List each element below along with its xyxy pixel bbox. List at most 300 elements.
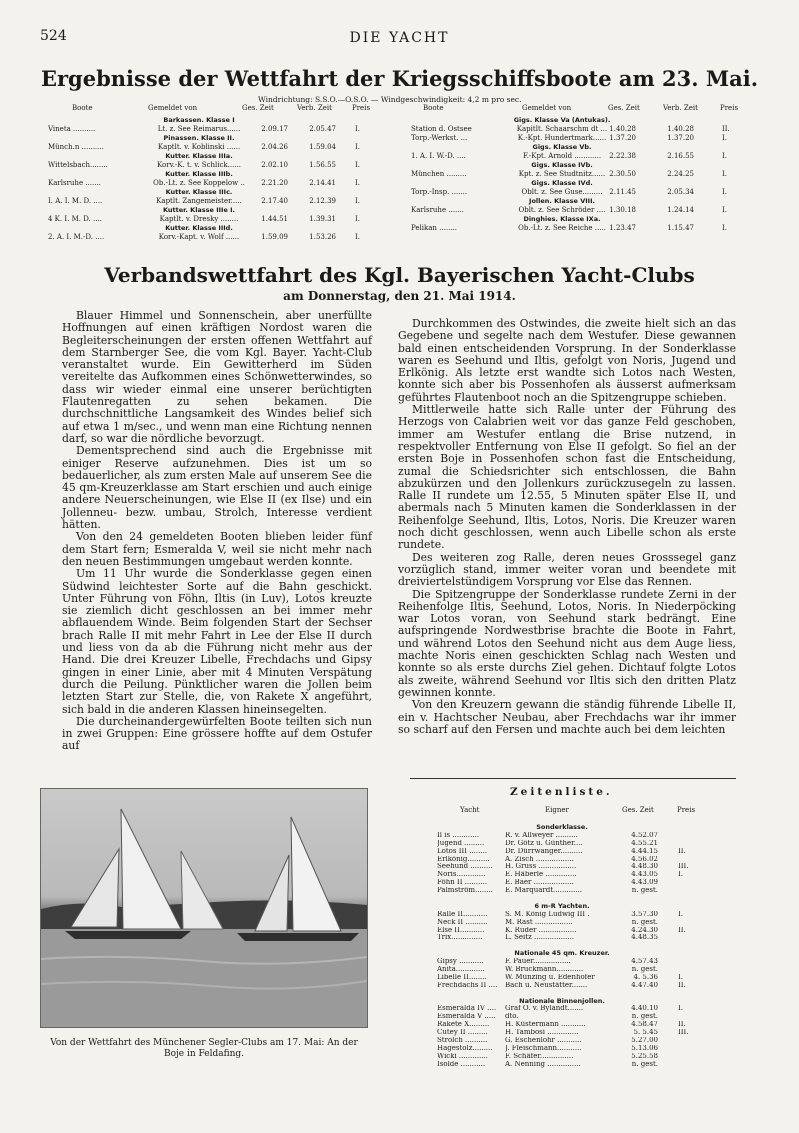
table-cell (602, 161, 636, 170)
table-cell (624, 942, 658, 950)
article-paragraph: Von den 24 gemeldeten Booten blieben leider fünf dem Start fern; Esmeralda V, weil sie nicht mehr nach den neuen Bestimmungen umgebaut werden konnte. (62, 530, 372, 568)
table-cell (678, 958, 694, 966)
photo-caption: Von der Wettfahrt des Münchener Segler-Clubs am 17. Mai: An der Boje in Feldafing. (50, 1038, 358, 1059)
article-paragraph: Dementsprechend sind auch die Ergebnisse mit einiger Reserve aufzunehmen. Dies ist um so bedauerlicher, als zum ersten Male auf unserem See die 45 qm-Kreuzerklasse am Start erschien und auch einige andere Neuerscheinungen, wie Else II (ex Ilse) und ein Jollenneu- bezw. umbau, Strolch, Interesse verdient hätten. (62, 444, 372, 532)
table-cell: 2.30.50 (609, 170, 636, 178)
table-cell: Isolde ........... (437, 1060, 486, 1068)
table-cell: III. (678, 863, 689, 871)
table-cell: 5. 5.45 (633, 1029, 658, 1037)
table-cell (258, 170, 288, 179)
table-cell: Palmström........ (437, 887, 493, 895)
table-cell: Lt. z. See Reimarus...... (157, 125, 241, 133)
table-cell: H. Küstermann ........... (505, 1021, 586, 1029)
table-cell: I. (678, 1005, 683, 1013)
table-cell: 1.59.04 (309, 143, 336, 151)
zeitenliste-header-owner: Eigner (545, 806, 569, 814)
table-cell (678, 950, 694, 958)
table-cell: K.-Kpt. Hundertmark...... (517, 134, 607, 142)
table-cell: Frechdachs II .... (437, 981, 498, 989)
table-cell: R. v. Allweyer .......... (505, 831, 578, 839)
table-cell: I. (355, 143, 360, 151)
table-cell: S. M. König Ludwig III . (505, 910, 590, 918)
table-cell (48, 116, 120, 125)
table-cell (678, 998, 694, 1006)
table-cell: H. Gruss ................. (505, 863, 577, 871)
table-cell: 4.55.21 (631, 839, 658, 847)
table-cell: 5.25.58 (631, 1052, 658, 1060)
table-cell (678, 895, 694, 903)
table-cell (355, 116, 365, 125)
table-cell: I. (355, 161, 360, 169)
results-title: Ergebnisse der Wettfahrt der Kriegsschiffsboote am 23. Mai. (40, 66, 759, 91)
table-cell (678, 966, 694, 974)
table-cell (300, 170, 336, 179)
table-cell: Gigs. Klasse Va (Antukas). (513, 116, 611, 124)
table-cell (624, 903, 658, 911)
article-paragraph: Die Spitzengruppe der Sonderklasse rundete Zerni in der Reihenfolge Iltis, Seehund, Lotos, Noris. In Niederpöcking war Lotos voran, von Seehund stark bedrängt. Eine aufspringende Nordwestbrise brachte die Boote in Fahrt, und während Lotos den Seehund nicht aus dem Auge liess, machte Noris einen geschickten Schlag nach Westen und konnte so als erste durchs Ziel gehen. Dichtauf folgte Lotos als zweite, während Seehund vor Iltis sich den dritten Platz gewinnen konnte. (398, 587, 736, 699)
table-cell: G. Eschenlohr ........... (505, 1037, 582, 1045)
table-cell: 2.09.17 (261, 125, 288, 133)
table-cell: E. Baer .................. (505, 879, 574, 887)
table-cell: 1.23.47 (609, 224, 636, 232)
table-cell: 1.24.14 (667, 206, 694, 214)
table-cell (48, 134, 120, 143)
table-cell: 4.47.40 (631, 981, 658, 989)
table-cell: I. (722, 188, 727, 196)
table-cell: 2.16.55 (667, 152, 694, 160)
table-cell: 4. 5.36 (633, 973, 658, 981)
table-cell: n. gest. (631, 966, 658, 974)
table-cell: Kutter. Klasse IIIb. (165, 170, 233, 178)
table-cell: Kapitlt. Schaarschm dt ... (516, 125, 608, 133)
table-cell: Kpt. z. See Studtnitz...... (518, 170, 606, 178)
table-cell (437, 942, 509, 950)
article-subtitle: am Donnerstag, den 21. Mai 1914. (283, 289, 516, 303)
table-cell: Kutter. Klasse IIIe I. (162, 206, 236, 214)
table-cell (660, 143, 694, 152)
results-table (0, 104, 799, 241)
table-cell (722, 116, 736, 125)
table-cell: M. Rast ................. (505, 918, 573, 926)
table-cell (300, 152, 336, 161)
table-cell: 1.37.20 (609, 134, 636, 142)
running-head: DIE YACHT (349, 30, 450, 46)
table-cell: I. (355, 125, 360, 133)
table-cell (355, 188, 365, 197)
table-cell: J. Fleischmann........... (505, 1044, 582, 1052)
table-cell: 4.48.35 (631, 934, 658, 942)
table-cell (678, 832, 694, 840)
table-cell: 5.13.06 (631, 1044, 658, 1052)
zeitenliste-header-yacht: Yacht (460, 806, 480, 814)
table-cell (437, 950, 509, 958)
table-cell: I. (355, 215, 360, 223)
table-cell (355, 170, 365, 179)
table-cell: Wittelsbach........ (48, 161, 108, 169)
table-cell (624, 998, 658, 1006)
table-cell: Ralle II........... (437, 910, 488, 918)
table-cell (602, 116, 636, 125)
table-cell: 3.57.30 (631, 910, 658, 918)
results-header-entered: Gemeldet von (148, 104, 198, 112)
results-right-prize (722, 116, 736, 233)
table-cell: Oblt. z. See Guse......... (521, 188, 603, 196)
table-cell: 1.15.47 (667, 224, 694, 232)
table-cell (602, 179, 636, 188)
results-left-total (258, 116, 288, 242)
table-cell: Ob.-Lt. z. See Koppelow .. (153, 179, 245, 187)
table-cell (602, 197, 636, 206)
table-cell: Strolch .......... (437, 1037, 488, 1045)
table-cell: Esmeralda IV .... (437, 1005, 497, 1013)
table-cell: Neck II .......... (437, 918, 488, 926)
table-cell (678, 840, 694, 848)
article-paragraph: Mittlerweile hatte sich Ralle unter der Führung des Herzogs von Calabrien weit vor das ganze Feld geschoben, immer am Westufer entlang die Brise nutzend, in respektvoller Entfernung von Else II gefolgt. So fiel an der ersten Boje in Possenhofen schon fast die Entscheidung, zumal die Schiedsrichter sich entschlossen, die Bahn abzukürzen und den Jollenkurs zurückzusegeln zu lassen. Ralle II rundete um 12.55, 5 Minuten später Else II, und abermals nach 5 Minuten kamen die Sonderklassen in der Reihenfolge Seehund, Iltis, Lotos, Noris. Die Kreuzer waren noch dicht geschlossen, wenn auch Libelle schon als erste rundete. (398, 403, 736, 552)
article-right-column (398, 318, 736, 736)
table-cell: 1.39.31 (309, 215, 336, 223)
table-cell: H. Tambosi .............. (505, 1029, 579, 1037)
table-cell: 5.27.00 (631, 1037, 658, 1045)
table-cell: 2. A. I. M.-D. .... (48, 233, 105, 241)
table-cell: I. (678, 871, 683, 879)
table-cell (678, 903, 694, 911)
table-cell: 2.12.39 (309, 197, 336, 205)
article-paragraph: Blauer Himmel und Sonnenschein, aber unerfüllte Hoffnungen auf einen kräftigen Nordost waren die Begleiterscheinungen der ersten offenen Wettfahrt auf dem Starnberger See, die vom Kgl. Bayer. Yacht-Club veranstaltet wurde. Ein Gewitterherd im Süden vereitelte das Aufkommen eines Schönwetterwindes, so dass wir wieder einmal eine unserer berüchtigten Flautenregatten zu sehen bekamen. Die durchschnittliche Langsamkeit des Windes belief sich auf etwa 1 m/sec., und wenn man eine Richtung nennen darf, so war die nördliche bevorzugt. (62, 309, 372, 445)
table-cell: Jugend ......... (437, 839, 485, 847)
table-cell: I. (722, 152, 727, 160)
table-cell: 1.40.28 (667, 125, 694, 133)
zeitenliste-title: Zeitenliste. (510, 786, 613, 798)
table-cell (48, 188, 120, 197)
table-cell (678, 1061, 694, 1069)
table-cell: 2.05.47 (309, 125, 336, 133)
table-cell: F. Pauer................. (505, 958, 571, 966)
table-cell (505, 942, 619, 950)
table-cell: 2.22.38 (609, 152, 636, 160)
table-cell: 6 m-R Yachten. (534, 902, 590, 910)
table-cell (624, 990, 658, 998)
table-cell: Karlsruhe ....... (48, 179, 101, 187)
table-cell: Kaptlt. v. Dresky ........ (159, 215, 239, 223)
results-header-total: Ges. Zeit (242, 104, 274, 112)
table-cell: München ......... (411, 170, 467, 178)
table-cell (48, 170, 120, 179)
table-cell: n. gest. (631, 1060, 658, 1068)
results-header-boats: Boote (72, 104, 93, 112)
table-cell (722, 179, 736, 188)
results-left-entered (124, 116, 274, 242)
table-cell: 2.11.45 (609, 188, 636, 196)
results-left-boats (48, 116, 120, 242)
table-cell: Kutter. Klasse IIId. (165, 224, 233, 232)
results-header-prize: Preis (352, 104, 371, 112)
table-cell: I. (678, 910, 683, 918)
table-cell: W. Bruckmann............ (505, 966, 584, 974)
table-cell: Vineta .......... (48, 125, 96, 133)
table-cell (678, 942, 694, 950)
table-cell: Kutter. Klasse IIIa. (165, 152, 233, 160)
table-cell (678, 919, 694, 927)
table-cell (678, 879, 694, 887)
table-cell: 1.37.20 (667, 134, 694, 142)
table-cell: 2.04.26 (261, 143, 288, 151)
zeitenliste-owner-column (505, 824, 619, 1069)
table-cell (624, 950, 658, 958)
table-cell: 2.17.40 (261, 197, 288, 205)
table-cell: Esmeralda V ..... (437, 1013, 496, 1021)
table-cell: F. Schäfer............... (505, 1052, 574, 1060)
table-cell (300, 188, 336, 197)
table-cell: L. Seitz .................. (505, 934, 575, 942)
table-cell (678, 1013, 694, 1021)
table-cell: Torp.-Insp. ....... (411, 188, 468, 196)
results-header-total-right: Ges. Zeit (608, 104, 640, 112)
table-cell (300, 134, 336, 143)
table-cell: Rakete X......... (437, 1021, 490, 1029)
table-cell: A. Zisch ................. (505, 855, 574, 863)
table-cell (437, 990, 509, 998)
table-cell: 1.56.55 (309, 161, 336, 169)
table-cell: II. (722, 125, 730, 133)
table-cell: n. gest. (631, 1013, 658, 1021)
table-cell: 2.14.41 (309, 179, 336, 187)
table-cell (722, 215, 736, 224)
table-cell (48, 224, 120, 233)
table-cell (678, 934, 694, 942)
table-cell: I. (678, 973, 683, 981)
table-cell: I. (722, 224, 727, 232)
table-cell: Bach u. Neustätter....... (505, 981, 588, 989)
table-cell: n. gest. (631, 918, 658, 926)
table-cell: Kaptlt. Zangemeister..... (156, 197, 242, 205)
table-cell: I. (355, 197, 360, 205)
table-cell (722, 161, 736, 170)
zeitenliste-header-prize: Preis (677, 806, 696, 814)
page-number: 524 (40, 28, 67, 44)
table-cell: 4.43.05 (631, 871, 658, 879)
table-cell (300, 224, 336, 233)
table-cell: 2.24.25 (667, 170, 694, 178)
table-cell (660, 179, 694, 188)
results-left-corrected (300, 116, 336, 242)
table-cell: 4.52.07 (631, 831, 658, 839)
table-cell: Oblt. z. See Schröder .... (518, 206, 606, 214)
table-cell: Gipsy ........... (437, 958, 484, 966)
table-cell (355, 206, 365, 215)
table-cell: Barkassen. Klasse I (163, 116, 235, 124)
table-cell (258, 152, 288, 161)
table-cell: I. (355, 179, 360, 187)
table-cell: Seehund .......... (437, 863, 493, 871)
table-cell (678, 1045, 694, 1053)
table-cell: Korv.-Kapt. v. Wolf ...... (158, 233, 240, 241)
table-cell: Libelle II........ (437, 973, 487, 981)
table-cell (437, 824, 509, 832)
table-cell (678, 990, 694, 998)
table-cell: 4.48.30 (631, 863, 658, 871)
zeitenliste-prize-column (678, 824, 694, 1069)
table-cell: 4.24.30 (631, 926, 658, 934)
table-cell: dto. (505, 1013, 519, 1021)
results-header-entered-right: Gemeldet von (522, 104, 572, 112)
table-cell (355, 152, 365, 161)
table-cell (678, 1037, 694, 1045)
table-cell: E. Marquardt............. (505, 887, 582, 895)
table-cell: Sonderklasse. (536, 824, 588, 831)
table-cell: Gigs. Klasse Vb. (532, 143, 592, 151)
table-cell: Torp.-Werkst. ... (411, 134, 468, 142)
table-cell: Ob.-Lt. z. See Reiche ..... (518, 224, 606, 232)
results-header-prize-right: Preis (720, 104, 739, 112)
article-paragraph: Des weiteren zog Ralle, deren neues Grosssegel ganz vorzüglich stand, immer weiter voran und beendete mit dreiviertelstündigem Vorsprung vor Else das Rennen. (398, 550, 736, 589)
table-cell: I. (355, 233, 360, 241)
table-cell: Pelikan ........ (411, 224, 457, 232)
table-cell (660, 197, 694, 206)
table-cell: II. (678, 981, 686, 989)
table-cell: 1.40.28 (609, 125, 636, 133)
table-cell: 1.44.51 (261, 215, 288, 223)
table-cell: 2.02.10 (261, 161, 288, 169)
table-cell: 4.44.15 (631, 847, 658, 855)
table-cell: Korv.-K. t. v. Schlick...... (156, 161, 242, 169)
table-cell: Nationale 45 qm. Kreuzer. (514, 950, 610, 958)
table-cell: I. A. I. M. D. .... (48, 197, 103, 205)
zeitenliste-yacht-column (437, 824, 509, 1069)
table-cell: Else II........... (437, 926, 485, 934)
results-left-prize (355, 116, 365, 242)
table-cell (437, 998, 509, 1006)
table-cell: 4.57.43 (631, 958, 658, 966)
table-cell: II. (678, 926, 686, 934)
table-cell: II. (678, 847, 686, 855)
table-cell (660, 215, 694, 224)
table-cell (258, 206, 288, 215)
zeitenliste-header-total: Ges. Zeit (622, 806, 654, 814)
table-cell: 4.40.10 (631, 1005, 658, 1013)
table-cell (602, 215, 636, 224)
table-cell (722, 197, 736, 206)
table-cell (505, 990, 619, 998)
table-cell (505, 895, 619, 903)
table-cell: F.-Kpt. Arnold ............ (522, 152, 602, 160)
table-cell: 1.30.18 (609, 206, 636, 214)
table-cell: Kutter. Klasse IIIc. (165, 188, 233, 196)
article-paragraph: Um 11 Uhr wurde die Sonderklasse gegen einen Südwind leichtester Sorte auf die Bahn geschickt. Unter Führung von Föhn, Iltis (in Luv), Lotos kreuzte sie ziemlich dicht geschlossen an bei immer mehr abflauendem Winde. Beim folgenden Start der Sechser brach Ralle II mit mehr Fahrt in Lee der Else II durch und liess von da ab die Führung nicht mehr aus der Hand. Die drei Kreuzer Libelle, Frechdachs und Gipsy gingen in einer Linie, aber mit 4 Minuten Verspätung durch die Peilung. Pünktlicher waren die Jollen beim letzten Start zur Stelle, die, von Rakete X angeführt, sich bald in die anderen Klassen hineinsegelten. (62, 567, 372, 716)
table-cell: 4.43.09 (631, 879, 658, 887)
table-cell: Kaptlt. v. Koblinski ...... (157, 143, 241, 151)
table-cell: Anita............. (437, 966, 485, 974)
table-cell: Münch.n .......... (48, 143, 104, 151)
table-cell (258, 188, 288, 197)
table-cell: Cutey II ......... (437, 1029, 488, 1037)
table-cell: Pinassen. Klasse II. (163, 134, 235, 142)
table-cell (602, 143, 636, 152)
article-paragraph: Die durcheinandergewürfelten Boote teilten sich nun in zwei Gruppen: Eine grössere hoffte auf dem Ostufer auf (62, 714, 372, 753)
table-cell (624, 895, 658, 903)
article-paragraph: Durchkommen des Ostwindes, die zweite hielt sich an das Gegebene und segelte nach dem Westufer. Diese gewannen bald einen entscheidenden Vorsprung. In der Sonderklasse waren es Seehund und Iltis, gefolgt von Noris, Jugend und Erlkönig. Als letzte erst wandte sich Lotos nach Westen, konnte sich aber bis Possenhofen als äusserst aufmerksam geführtes Flautenboot noch an die Spitzengruppe schieben. (398, 317, 736, 404)
table-cell (355, 134, 365, 143)
table-cell (722, 143, 736, 152)
table-cell: I. (722, 206, 727, 214)
zeitenliste-table (0, 806, 799, 1066)
table-cell: Erlkönig.......... (437, 855, 490, 863)
table-cell: I. (722, 134, 727, 142)
table-cell: A. Nenning ............... (505, 1060, 581, 1068)
table-cell: Dr. Dürrwanger.......... (505, 847, 583, 855)
table-cell: K. Ruder ................. (505, 926, 577, 934)
table-cell: Föhn II .......... (437, 879, 487, 887)
article-left-column (62, 310, 372, 753)
table-cell (48, 206, 120, 215)
results-header-corrected: Verb. Zeit (297, 104, 332, 112)
table-cell: n. gest. (631, 887, 658, 895)
table-cell: I. (722, 170, 727, 178)
table-cell: 2.21.20 (261, 179, 288, 187)
results-right-total (602, 116, 636, 233)
table-cell (437, 903, 509, 911)
table-cell: Gigs. Klasse IVb. (531, 161, 593, 169)
divider-rule (410, 778, 736, 779)
table-cell (300, 116, 336, 125)
table-cell: Lotos III ........ (437, 847, 488, 855)
table-cell: Wicki ............. (437, 1052, 488, 1060)
table-cell: 1.59.09 (261, 233, 288, 241)
table-cell: Station d. Ostsee (411, 125, 472, 133)
table-cell: 1. A. I. W.-D. .... (411, 152, 466, 160)
results-header-boats-right: Boote (423, 104, 444, 112)
table-cell: Dr. Götz u. Günther.... (505, 839, 583, 847)
table-cell: Nationale Binnenjollen. (519, 997, 605, 1005)
table-cell: Il is ............ (437, 831, 479, 839)
table-cell: 1.53.26 (309, 233, 336, 241)
table-cell: W. Münzing u. Edenhofer (505, 973, 595, 981)
table-cell (258, 116, 288, 125)
table-cell (624, 824, 658, 832)
table-cell (258, 224, 288, 233)
table-cell (678, 1053, 694, 1061)
table-cell (678, 887, 694, 895)
table-cell: 2.05.34 (667, 188, 694, 196)
table-cell: E. Häberle .............. (505, 871, 577, 879)
results-header-corrected-right: Verb. Zeit (663, 104, 698, 112)
table-cell (258, 134, 288, 143)
table-cell (437, 895, 509, 903)
table-cell: 4.56.02 (631, 855, 658, 863)
table-cell: III. (678, 1029, 689, 1037)
table-cell (678, 824, 694, 832)
table-cell: Graf O. v. Bylandt....... (505, 1005, 584, 1013)
table-cell (660, 116, 694, 125)
article-title: Verbandswettfahrt des Kgl. Bayerischen Yacht-Clubs (104, 263, 695, 287)
table-cell: Hagestolz......... (437, 1044, 493, 1052)
results-right-corrected (660, 116, 694, 233)
table-cell (300, 206, 336, 215)
wind-info: Windrichtung: S.S.O.—O.S.O. — Windgeschwindigkeit: 4,2 m pro sec. (258, 95, 522, 104)
table-cell (678, 856, 694, 864)
table-cell: II. (678, 1021, 686, 1029)
table-cell: Jollen. Klasse VIII. (529, 197, 595, 205)
table-cell: Karlsruhe ....... (411, 206, 464, 214)
table-cell (355, 224, 365, 233)
table-cell: 4.58.47 (631, 1021, 658, 1029)
table-cell: Dinghies. Klasse IXa. (523, 215, 601, 223)
table-cell: Gigs. Klasse IVd. (531, 179, 593, 187)
zeitenliste-total-column (624, 824, 658, 1069)
table-cell: Noris............. (437, 871, 486, 879)
article-paragraph: Von den Kreuzern gewann die ständig führende Libelle II, ein v. Hachtscher Neubau, aber Frechdachs war ihr immer so scharf auf den Fersen und machte auch bei dem leichten (398, 698, 736, 736)
table-cell: Trix.............. (437, 934, 483, 942)
table-cell (660, 161, 694, 170)
